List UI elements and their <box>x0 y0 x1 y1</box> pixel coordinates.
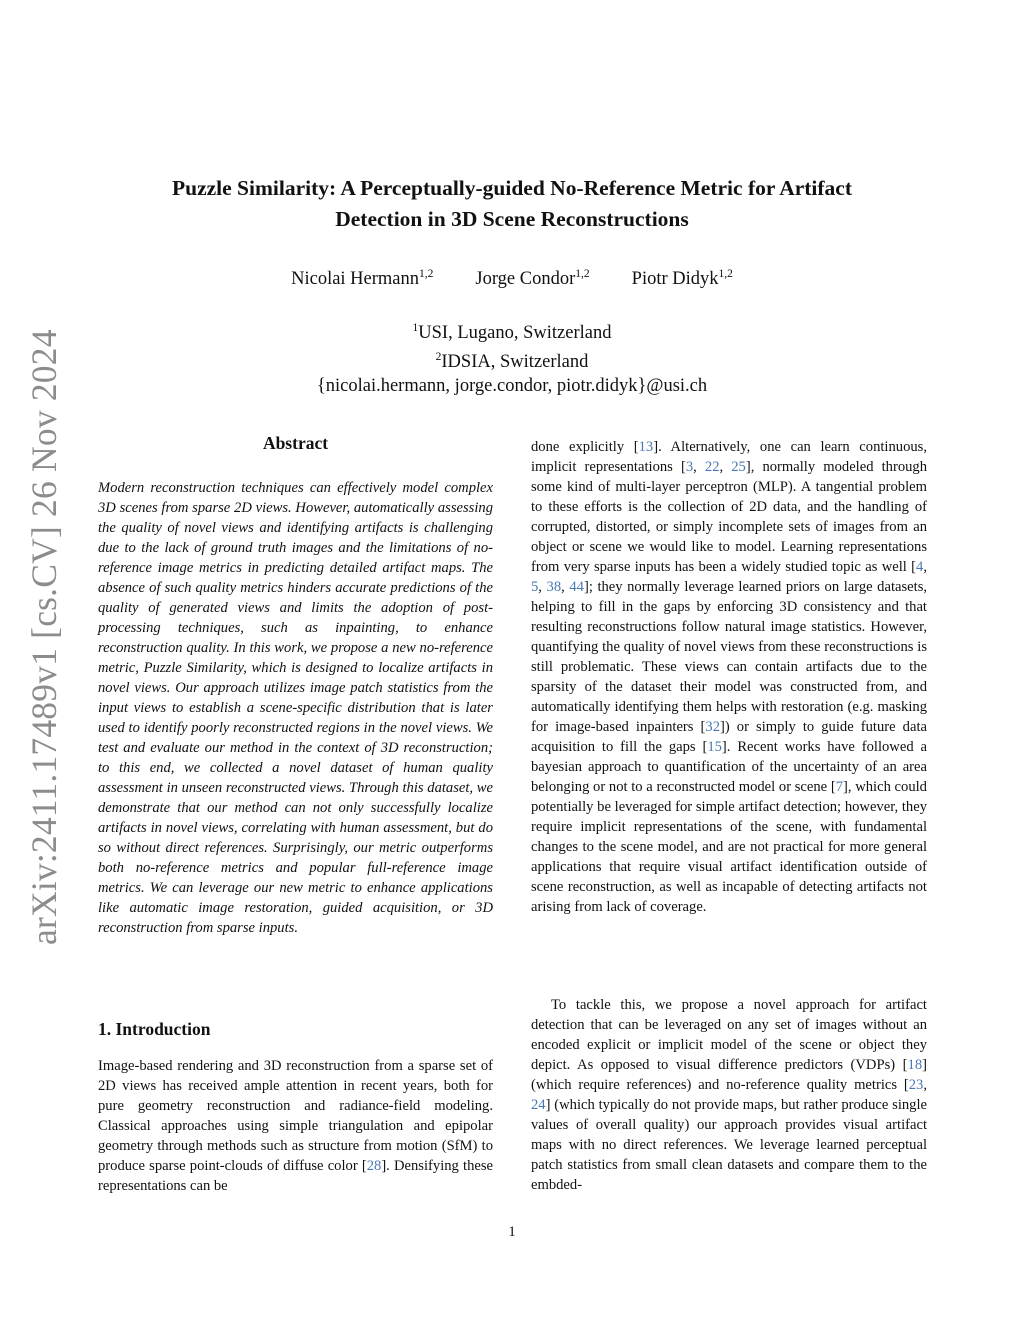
author-1 <box>291 268 433 290</box>
page-number: 1 <box>508 1224 516 1240</box>
author-3 <box>632 268 733 290</box>
citation-link[interactable]: 7 <box>835 779 843 795</box>
citation-link[interactable]: 13 <box>638 439 654 455</box>
citation-link[interactable]: 28 <box>366 1158 382 1174</box>
title-line-1: Puzzle Similarity: A Perceptually-guided No-Reference Metric for Artifact <box>171 176 853 200</box>
author-2 <box>475 268 589 290</box>
section-heading-introduction: 1. Introduction <box>98 1019 211 1039</box>
author-affiliation-mark: 1,2 <box>419 268 434 280</box>
author-list <box>200 268 824 290</box>
abstract-heading: Abstract <box>262 433 329 453</box>
right-column-paragraph-1 <box>531 437 927 917</box>
author-affiliation-mark: 1,2 <box>718 268 733 280</box>
author-name: Piotr Didyk <box>631 269 719 290</box>
paper-title <box>100 173 924 235</box>
intro-paragraph-3: To tackle this, we propose a novel approach for artifact detection that can be leveraged on any set of images without an encoded explicit or implicit model of the scene or object they depict. As opposed to visual difference predictors (VDPs) [18] (which require references) and no-reference quality metrics [23, 24] (which typically do not provide maps, but rather produce single values of overall quality) our approach provides visual artifact maps with no direct references. We leverage learned perceptual patch statistics from small clean datasets and compare them to the embded- <box>531 997 927 1193</box>
author-name: Nicolai Hermann <box>291 269 420 290</box>
citation-link[interactable]: 18 <box>907 1057 923 1073</box>
intro-paragraph-1: Image-based rendering and 3D reconstruction from a sparse set of 2D views has received ample attention in recent years, both for pure geometry reconstruction and radiance-field modeling. Classical approaches using simple triangulation and epipolar geometry through methods such as structure from motion (SfM) to produce sparse point-clouds of diffuse color [28]. Densifying these representations can be <box>98 1058 493 1194</box>
author-affiliation-mark: 1,2 <box>575 268 590 280</box>
author-emails: {nicolai.hermann, jorge.condor, piotr.didyk}@usi.ch <box>316 376 708 397</box>
affiliation-2: $^2$IDSIA, Switzerland <box>435 351 589 373</box>
title-line-2: Detection in 3D Scene Reconstructions <box>335 207 689 231</box>
citation-link[interactable]: 23 <box>908 1077 924 1093</box>
affiliations <box>200 316 824 398</box>
citation-link[interactable]: 38 <box>546 579 562 595</box>
citation-link[interactable]: 44 <box>569 579 584 595</box>
citation-link[interactable]: 25 <box>731 459 746 475</box>
citation-link[interactable]: 32 <box>705 719 720 735</box>
citation-link[interactable]: 3 <box>685 459 694 475</box>
citation-link[interactable]: 22 <box>704 459 720 475</box>
abstract-body <box>98 478 493 938</box>
citation-link[interactable]: 24 <box>531 1097 546 1113</box>
author-name: Jorge Condor <box>475 269 576 290</box>
affiliation-1: $^1$USI, Lugano, Switzerland <box>412 322 612 344</box>
introduction-body <box>98 1056 493 1196</box>
citation-link[interactable]: 15 <box>707 739 722 755</box>
intro-paragraph-2: done explicitly [13]. Alternatively, one can learn continuous, implicit representations [3, 22, 25], normally modeled through some kind of multi-layer perceptron (MLP). A tangential problem to these efforts is the collection of 2D data, and the handling of corrupted, distorted, or simply incomplete sets of images from an object or scene we would like to model. Learning representations from very sparse inputs has been a widely studied topic as well [4, 5, 38, 44]; they normally leverage learned priors on large datasets, helping to fill in the gaps by enforcing 3D consistency and that resulting reconstructions follow natural image statistics. However, quantifying the quality of novel views from these reconstructions is still problematic. These views can contain artifacts due to the sparsity of the dataset their model was constructed from, and automatically identifying them helps with restoration (e.g. masking for image-based inpainters [32]) or simply to guide future data acquisition to fill the gaps [15]. Recent works have followed a bayesian approach to quantification of the uncertainty of an area belonging or not to a reconstructed model or scene [7], which could potentially be leveraged for simple artifact detection; however, they require implicit representations of the scene, with fundamental changes to the scene model, and are not practical for more general applications that require visual artifact identification outside of scene reconstruction, as well as incapable of detecting artifacts not arising from lack of coverage. <box>531 439 928 915</box>
citation-link[interactable]: 4 <box>916 559 924 575</box>
abstract-text: Modern reconstruction techniques can effectively model complex 3D scenes from sparse 2D views. However, automatically assessing the quality of novel views and identifying artifacts is challenging due to the lack of ground truth images and the limitations of no-reference image metrics in predicting detailed artifact maps. The absence of such quality metrics hinders accurate predictions of the quality of generated views and limits the adoption of post-processing techniques, such as inpainting, to enhance reconstruction quality. In this work, we propose a new no-reference metric, Puzzle Similarity, which is designed to localize artifacts in novel views. Our approach utilizes image patch statistics from the input views to establish a scene-specific distribution that is later used to identify poorly reconstructed regions in the novel views. We test and evaluate our method in the context of 3D reconstruction; to this end, we collected a novel dataset of human quality assessment in unseen reconstructed views. Through this dataset, we demonstrate that our method can not only successfully localize artifacts in novel views, correlating with human assessment, but do so without direct references. Surprisingly, our metric outperforms both no-reference metrics and popular full-reference image metrics. We can leverage our new metric to enhance applications like automatic image restoration, guided acquisition, or 3D reconstruction from sparse inputs. <box>98 480 493 936</box>
citation-link[interactable]: 5 <box>531 579 539 595</box>
right-column-paragraph-2 <box>531 995 927 1195</box>
arxiv-identifier: arXiv:2411.17489v1 [cs.CV] 26 Nov 2024 <box>24 329 64 945</box>
